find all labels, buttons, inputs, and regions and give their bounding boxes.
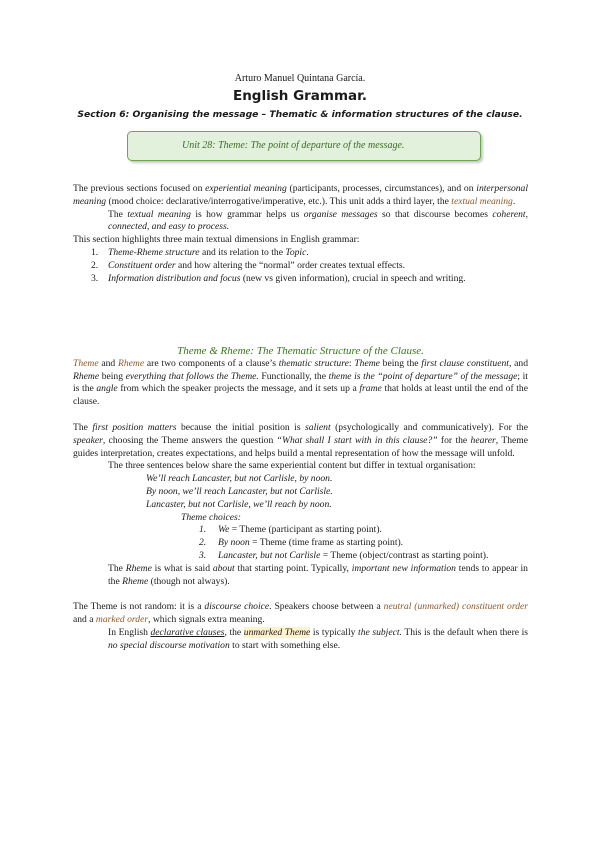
theme-choices-label: Theme choices:	[181, 511, 241, 523]
author-name: Arturo Manuel Quintana García.	[234, 73, 366, 84]
theme-choices-list	[73, 524, 528, 562]
list-item: 2. By noon = Theme (time frame as starting point).	[199, 537, 404, 549]
list-item: 1. We = Theme (participant as starting point).	[199, 524, 382, 536]
intro-paragraph-3: This section highlights three main textual dimensions in English grammar:	[73, 234, 360, 246]
list-item: 2. Constituent order and how altering the “normal” order creates textual effects.	[91, 259, 406, 271]
theme-paragraph-6: In English declarative clauses, the unmarked Theme is typically the subject. This is the default when there is no special discourse motivation to start with something else.	[108, 626, 529, 651]
section-title: Section 6: Organising the message – Thematic & information structures of the clause.	[77, 109, 523, 120]
section-heading: Theme & Rheme: The Thematic Structure of the Clause.	[177, 345, 424, 357]
theme-paragraph-1: Theme and Rheme are two components of a clause’s thematic structure: Theme being the first clause constituent, and Rheme being everything that follows the Theme. Functionally, the theme is the “point of departure” of the message; it is the angle from which the speaker projects the message, and it sets up a frame that holds at least until the end of the clause.	[73, 357, 528, 408]
list-item: 1. Theme-Rheme structure and its relation to the Topic.	[91, 246, 309, 258]
intro-paragraph-1: The previous sections focused on experiential meaning (participants, processes, circumstances), and on interpersonal meaning (mood choice: declarative/interrogative/imperative, etc.). This unit adds a third layer, the textual meaning.	[73, 183, 528, 207]
example-sentence: We’ll reach Lancaster, but not Carlisle, by noon.	[146, 473, 333, 485]
list-item: 3. Lancaster, but not Carlisle = Theme (object/contrast as starting point).	[199, 549, 489, 561]
example-sentence: By noon, we’ll reach Lancaster, but not Carlisle.	[146, 485, 333, 497]
theme-paragraph-5: The Theme is not random: it is a discourse choice. Speakers choose between a neutral (unmarked) constituent order and a marked order, which signals extra meaning.	[73, 601, 528, 626]
intro-paragraph-2: The textual meaning is how grammar helps us organise messages so that discourse becomes coherent, connected, and easy to process.	[108, 208, 528, 233]
unit-title-box	[127, 131, 481, 161]
theme-rheme-section	[73, 345, 528, 653]
unit-title: Unit 28: Theme: The point of departure of the message.	[182, 140, 405, 151]
textual-dimensions-list	[73, 247, 528, 285]
theme-paragraph-3: The three sentences below share the same experiential content but differ in textual organisation:	[108, 460, 476, 472]
document-title: English Grammar.	[232, 88, 368, 104]
example-sentence: Lancaster, but not Carlisle, we’ll reach by noon.	[146, 498, 332, 510]
intro-block	[73, 183, 528, 285]
theme-paragraph-4: The Rheme is what is said about that starting point. Typically, important new information tends to appear in the Rheme (though not always).	[108, 562, 528, 587]
list-item: 3. Information distribution and focus (new vs given information), crucial in speech and writing.	[91, 272, 466, 284]
theme-paragraph-2: The first position matters because the initial position is salient (psychologically and communicatively). For the speaker, choosing the Theme answers the question “What shall I start with in this clause?” for the hearer, Theme guides interpretation, creates expectations, and helps build a mental representation of how the message will unfold.	[73, 421, 528, 459]
